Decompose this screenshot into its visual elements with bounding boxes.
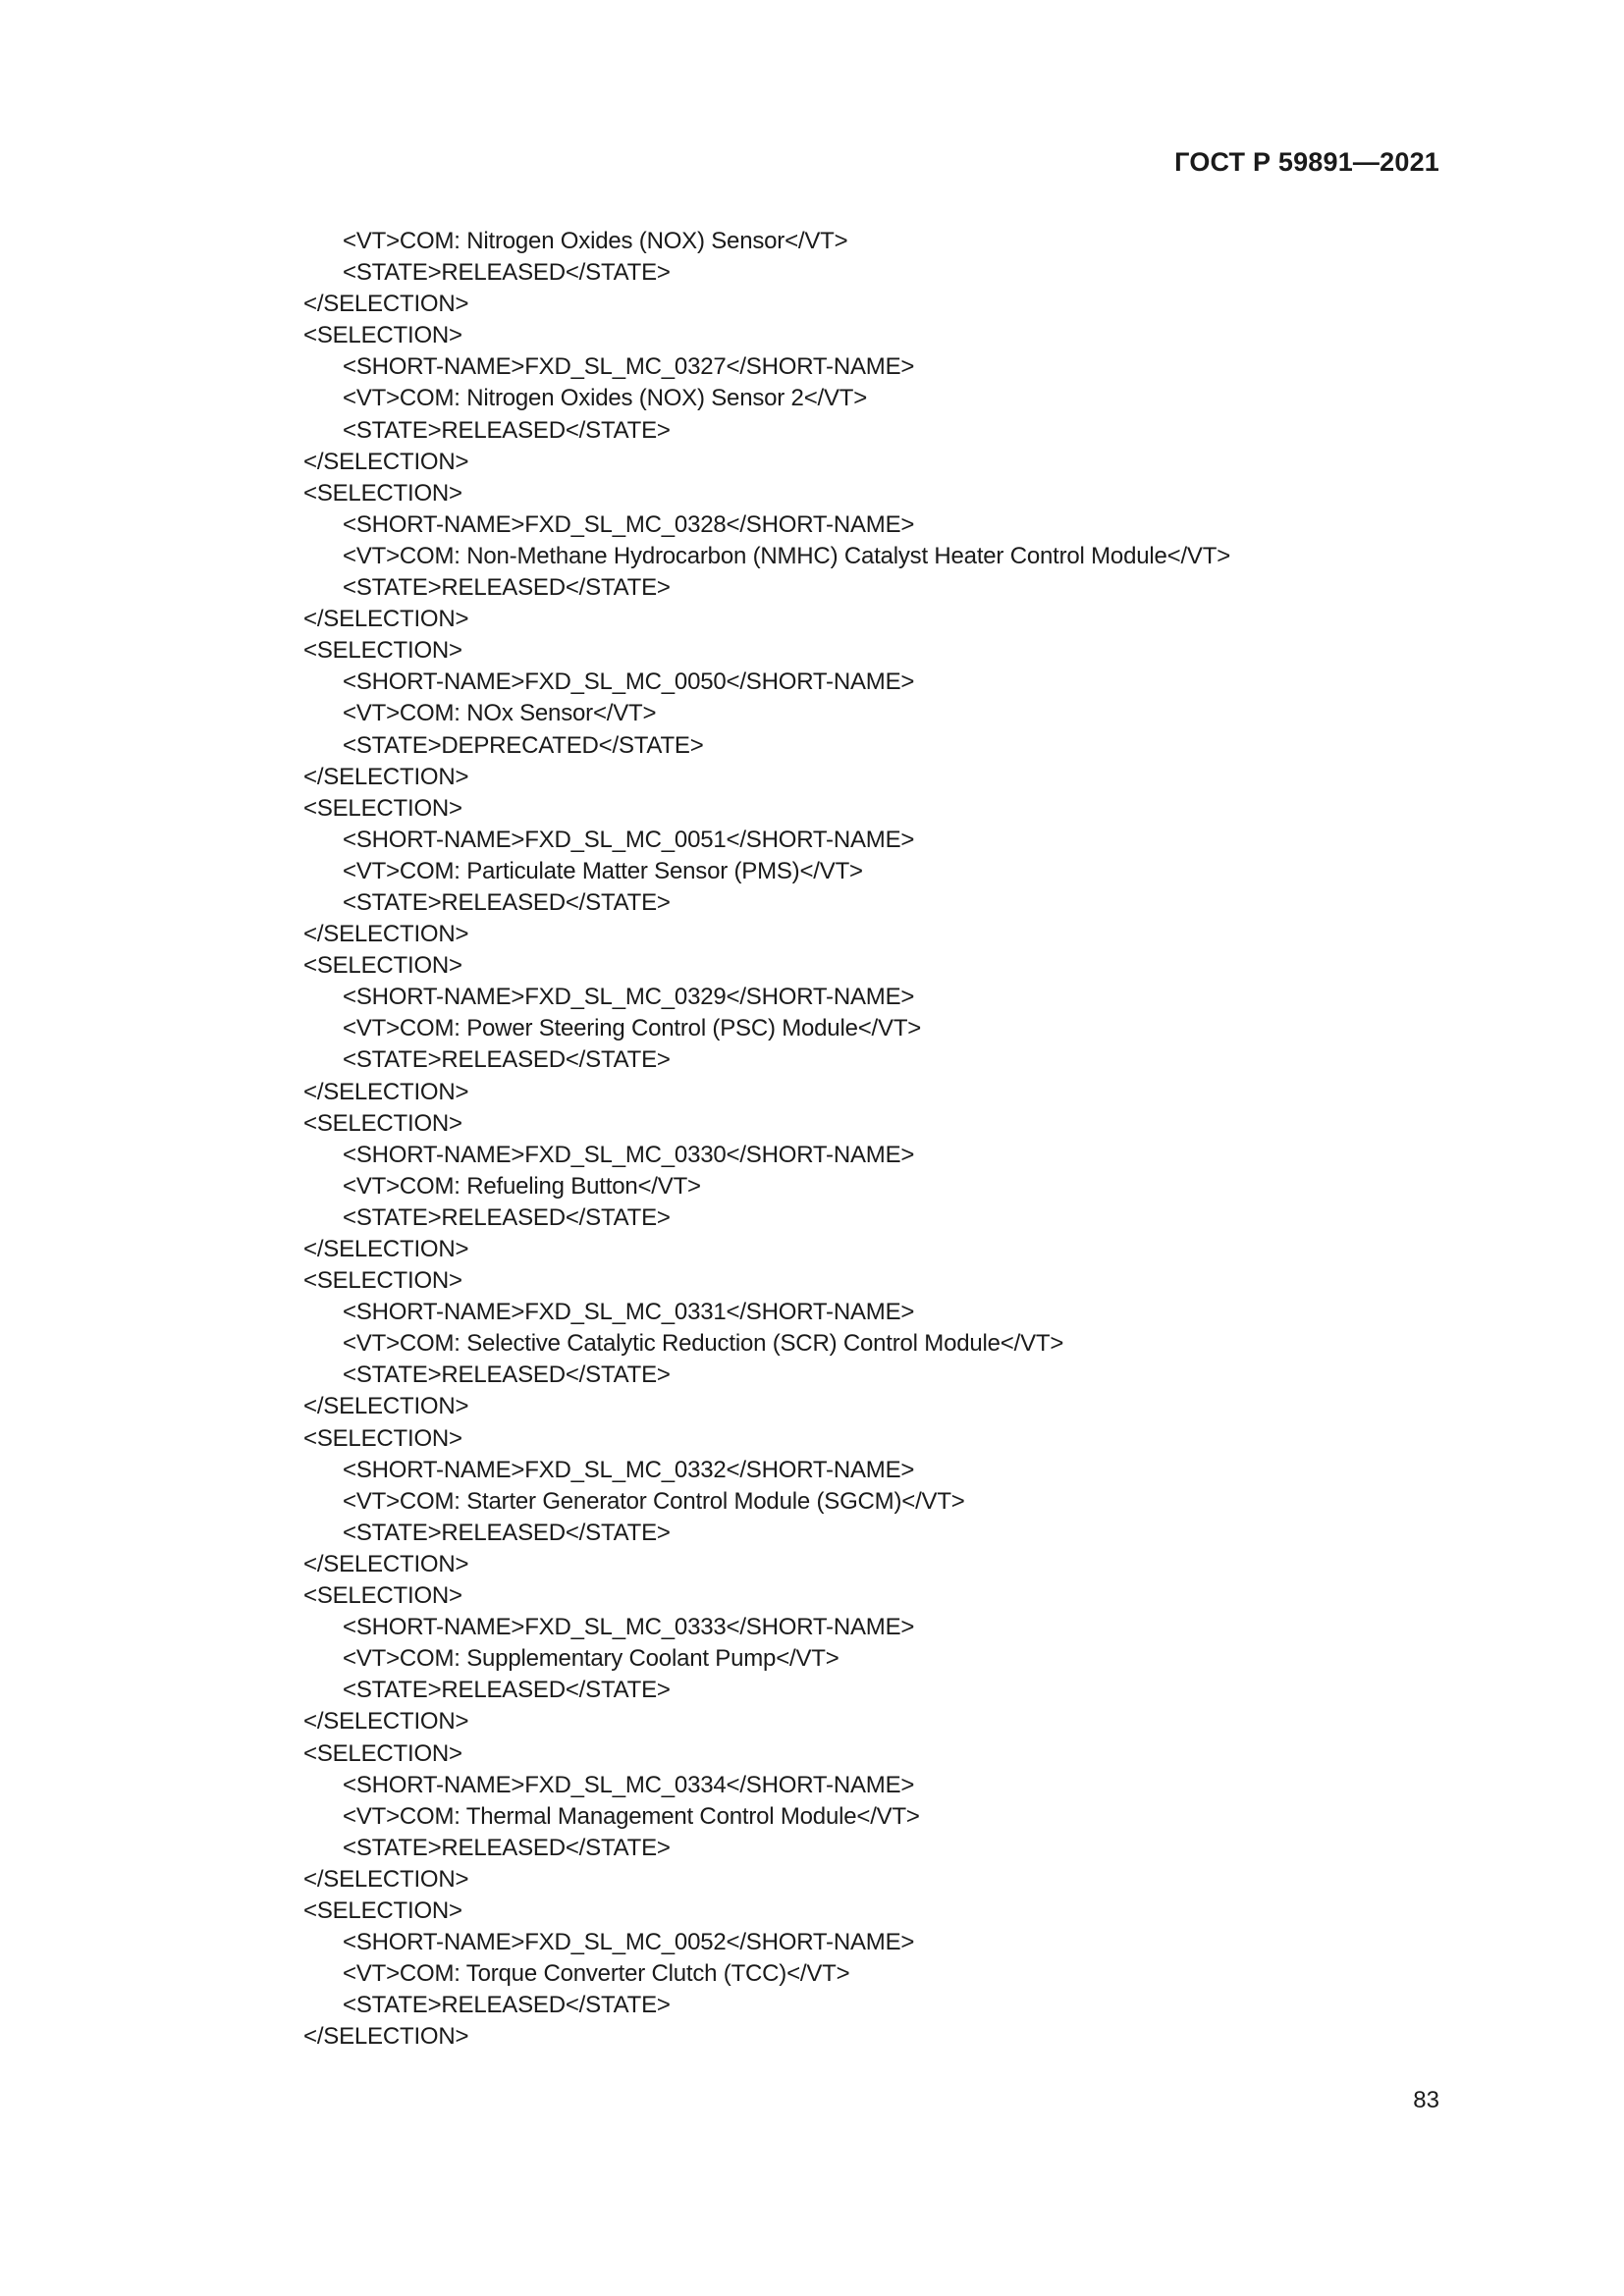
page-number: 83 (1413, 2087, 1439, 2113)
code-line: <SELECTION> (303, 952, 462, 980)
code-line: </SELECTION> (303, 606, 469, 633)
code-line: <SELECTION> (303, 1896, 462, 1924)
code-line: <SELECTION> (303, 794, 462, 822)
code-line: <VT>COM: Particulate Matter Sensor (PMS)</VT> (343, 857, 863, 884)
code-line: <VT>COM: Supplementary Coolant Pump</VT> (343, 1645, 839, 1673)
code-line: <SHORT-NAME>FXD_SL_MC_0328</SHORT-NAME> (343, 510, 915, 538)
code-line: <VT>COM: Starter Generator Control Module (SGCM)</VT> (343, 1487, 965, 1515)
code-line: <VT>COM: Refueling Button</VT> (343, 1172, 701, 1200)
code-line: </SELECTION> (303, 763, 469, 790)
code-line: <SHORT-NAME>FXD_SL_MC_0329</SHORT-NAME> (343, 984, 915, 1011)
code-line: </SELECTION> (303, 1865, 469, 1893)
code-line: <STATE>RELEASED</STATE> (343, 1203, 671, 1231)
code-line: </SELECTION> (303, 448, 469, 475)
code-line: <STATE>RELEASED</STATE> (343, 416, 671, 444)
code-line: <STATE>RELEASED</STATE> (343, 888, 671, 916)
code-line: <SHORT-NAME>FXD_SL_MC_0052</SHORT-NAME> (343, 1929, 915, 1956)
code-line: <VT>COM: Selective Catalytic Reduction (SCR) Control Module</VT> (343, 1330, 1064, 1358)
code-line: <SELECTION> (303, 637, 462, 665)
code-line: <STATE>RELEASED</STATE> (343, 574, 671, 602)
code-line: <SELECTION> (303, 1739, 462, 1767)
code-line: </SELECTION> (303, 1708, 469, 1735)
code-line: <SELECTION> (303, 1267, 462, 1295)
code-line: <SHORT-NAME>FXD_SL_MC_0332</SHORT-NAME> (343, 1456, 915, 1483)
code-line: <SELECTION> (303, 1424, 462, 1452)
code-line: <VT>COM: Thermal Management Control Module</VT> (343, 1802, 920, 1830)
document-standard-header: ГОСТ Р 59891—2021 (1174, 147, 1439, 177)
code-line: <VT>COM: Torque Converter Clutch (TCC)</VT> (343, 1960, 850, 1988)
code-line: <VT>COM: Nitrogen Oxides (NOX) Sensor 2</VT> (343, 385, 868, 412)
code-line: <SHORT-NAME>FXD_SL_MC_0334</SHORT-NAME> (343, 1771, 915, 1798)
code-line: </SELECTION> (303, 1078, 469, 1105)
code-line: <STATE>DEPRECATED</STATE> (343, 731, 704, 759)
code-line: </SELECTION> (303, 291, 469, 318)
code-line: <SELECTION> (303, 479, 462, 507)
code-line: <STATE>RELEASED</STATE> (343, 259, 671, 287)
code-line: <VT>COM: Nitrogen Oxides (NOX) Sensor</VT> (343, 228, 848, 254)
code-line: <SELECTION> (303, 1582, 462, 1610)
code-line: </SELECTION> (303, 921, 469, 948)
code-line: <STATE>RELEASED</STATE> (343, 1834, 671, 1861)
code-line: <VT>COM: Power Steering Control (PSC) Module</VT> (343, 1015, 922, 1042)
code-line: <SHORT-NAME>FXD_SL_MC_0051</SHORT-NAME> (343, 826, 915, 853)
code-line: <STATE>RELEASED</STATE> (343, 1046, 671, 1074)
code-line: </SELECTION> (303, 1393, 469, 1420)
code-line: </SELECTION> (303, 1236, 469, 1262)
code-line: <VT>COM: NOx Sensor</VT> (343, 700, 657, 727)
code-line: <STATE>RELEASED</STATE> (343, 1362, 671, 1389)
code-line: </SELECTION> (303, 1550, 469, 1577)
code-line: <STATE>RELEASED</STATE> (343, 1519, 671, 1546)
code-line: </SELECTION> (303, 2023, 469, 2051)
code-line: <SHORT-NAME>FXD_SL_MC_0050</SHORT-NAME> (343, 668, 915, 696)
code-line: <VT>COM: Non-Methane Hydrocarbon (NMHC) Catalyst Heater Control Module</VT> (343, 542, 1231, 569)
code-line: <STATE>RELEASED</STATE> (343, 1992, 671, 2019)
code-line: <SELECTION> (303, 1109, 462, 1137)
code-line: <SELECTION> (303, 322, 462, 349)
code-line: <SHORT-NAME>FXD_SL_MC_0333</SHORT-NAME> (343, 1614, 915, 1641)
code-line: <SHORT-NAME>FXD_SL_MC_0331</SHORT-NAME> (343, 1299, 915, 1326)
code-line: <SHORT-NAME>FXD_SL_MC_0330</SHORT-NAME> (343, 1141, 915, 1168)
xml-code-listing (303, 226, 1230, 2053)
code-line: <SHORT-NAME>FXD_SL_MC_0327</SHORT-NAME> (343, 353, 915, 381)
code-line: <STATE>RELEASED</STATE> (343, 1677, 671, 1704)
